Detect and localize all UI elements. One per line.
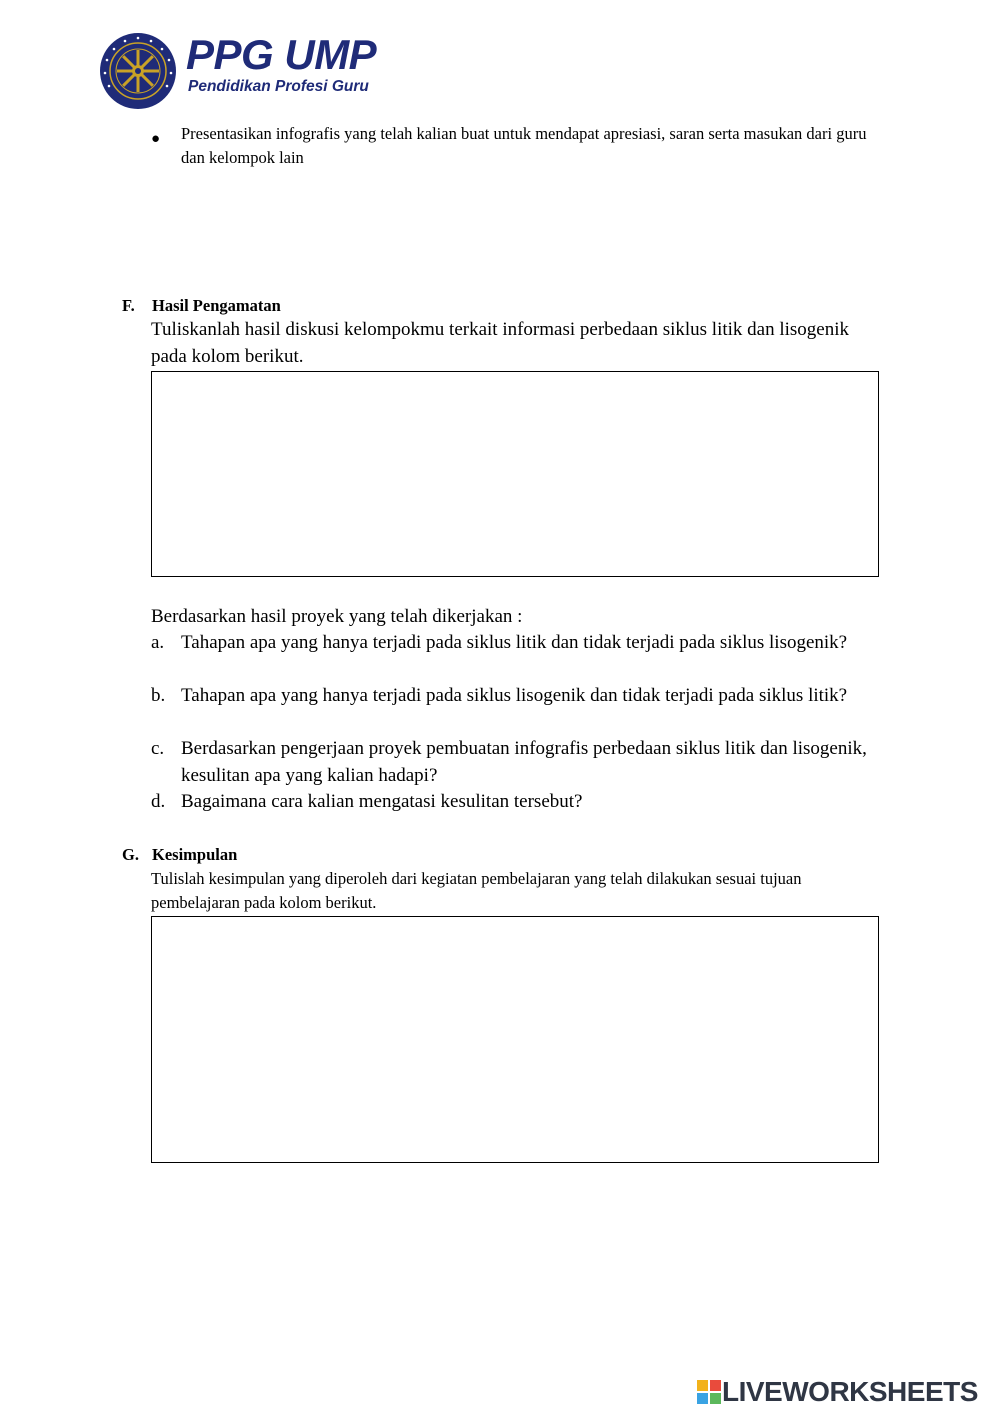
logo-subtitle: Pendidikan Profesi Guru [188,78,369,95]
section-g-answer-box[interactable] [151,916,879,1163]
liveworksheets-watermark: LIVEWORKSHEETS [722,1376,978,1407]
section-f-title: Hasil Pengamatan [152,296,281,315]
question-d-letter: d. [151,791,166,812]
question-b-text: Tahapan apa yang hanya terjadi pada siklus lisogenik dan tidak terjadi pada siklus litik? [181,685,848,706]
liveworksheets-logo-icon [697,1380,721,1404]
section-g-letter: G. [122,845,139,864]
question-a-text: Tahapan apa yang hanya terjadi pada siklus litik dan tidak terjadi pada siklus lisogenik? [181,632,848,653]
question-a-letter: a. [151,632,165,653]
question-c-text: Berdasarkan pengerjaan proyek pembuatan infografis perbedaan siklus litik dan lisogenik, kesulitan apa yang kalian hadapi? [181,738,867,786]
section-f-instruction: Tuliskanlah hasil diskusi kelompokmu terkait informasi perbedaan siklus litik dan lisogenik pada kolom berikut. [151,319,849,367]
section-g-title: Kesimpulan [152,845,238,864]
section-f-answer-box[interactable] [151,371,879,577]
bullet-icon: ● [151,131,161,147]
section-g-instruction: Tulislah kesimpulan yang diperoleh dari kegiatan pembelajaran yang telah dilakukan sesuai tujuan pembelajaran pada kolom berikut. [151,869,802,912]
logo-title: PPG UMP [186,31,377,78]
section-f-lead: Berdasarkan hasil proyek yang telah dikerjakan : [151,606,523,627]
intro-bullet-text: Presentasikan infografis yang telah kalian buat untuk mendapat apresiasi, saran serta masukan dari guru dan kelompok lain [181,124,867,167]
question-b-letter: b. [151,685,166,706]
section-f-letter: F. [122,296,135,315]
university-seal-logo [99,32,177,110]
question-d-text: Bagaimana cara kalian mengatasi kesulitan tersebut? [181,791,583,812]
question-c-letter: c. [151,738,165,759]
